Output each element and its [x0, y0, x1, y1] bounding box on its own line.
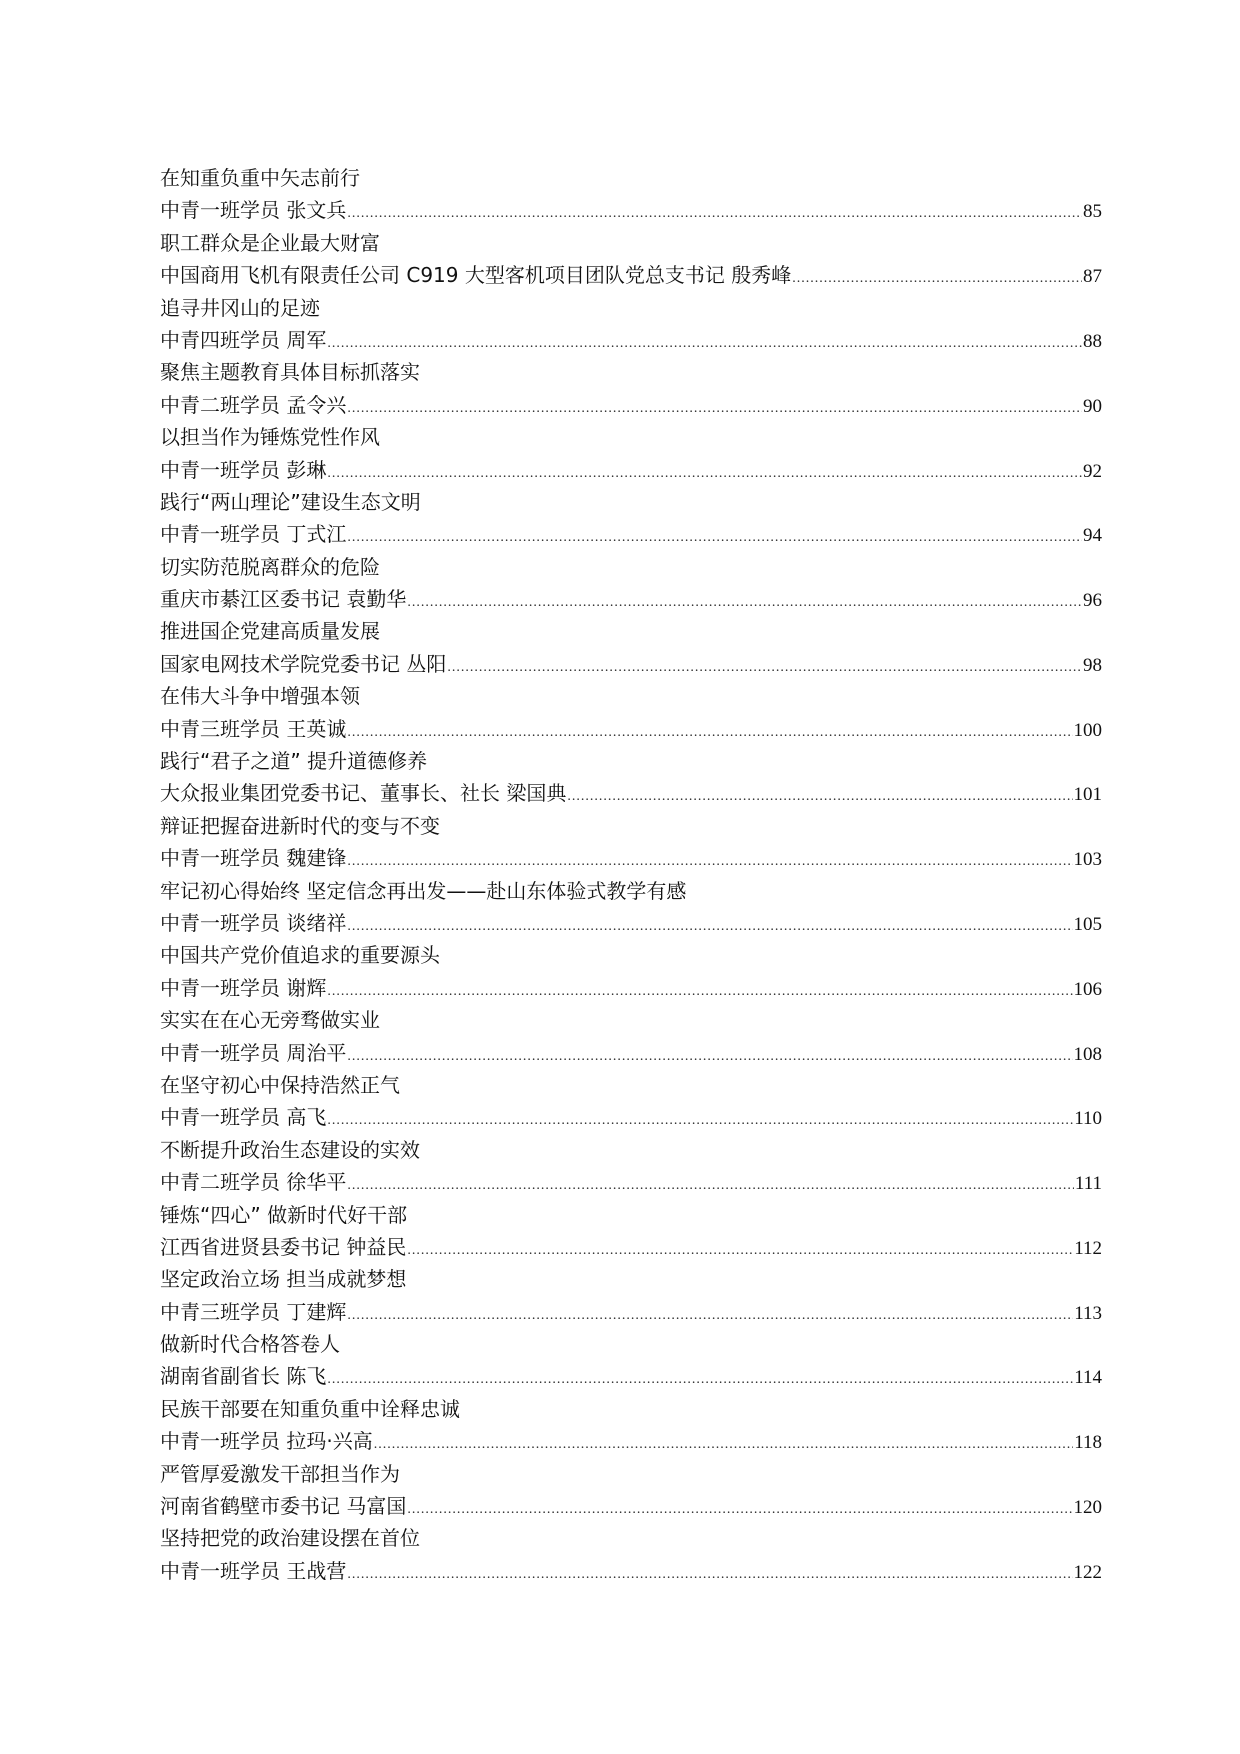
- toc-entry-page-number: 110: [1074, 1108, 1102, 1130]
- toc-entry-author: 中国商用飞机有限责任公司 C919 大型客机项目团队党总支书记 殷秀峰: [160, 263, 792, 288]
- toc-entry-author-line: [160, 259, 1102, 291]
- toc-entry[interactable]: [160, 1263, 1102, 1328]
- toc-entry-author: 中青一班学员 丁式江: [160, 522, 347, 547]
- toc-entry-author: 大众报业集团党委书记、董事长、社长 梁国典: [160, 781, 567, 806]
- toc-entry-title: 切实防范脱离群众的危险: [160, 554, 380, 579]
- dot-leader: [347, 911, 1072, 943]
- dot-leader: [327, 976, 1072, 1008]
- toc-entry-title: 践行“两山理论”建设生态文明: [160, 489, 421, 514]
- toc-entry[interactable]: [160, 615, 1102, 680]
- toc-entry-title: 推进国企党建高质量发展: [160, 619, 380, 644]
- toc-entry[interactable]: [160, 356, 1102, 421]
- dot-leader: [347, 846, 1072, 878]
- toc-entry-author-line: [160, 324, 1102, 356]
- toc-entry[interactable]: [160, 1328, 1102, 1393]
- toc-entry-author: 江西省进贤县委书记 钟益民: [160, 1234, 407, 1259]
- toc-entry-page-number: 113: [1074, 1302, 1102, 1324]
- toc-entry[interactable]: [160, 939, 1102, 1004]
- dot-leader: [374, 1429, 1073, 1461]
- toc-entry-page-number: 88: [1083, 330, 1102, 352]
- toc-entry-page-number: 118: [1074, 1432, 1102, 1454]
- toc-entry-page-number: 112: [1074, 1237, 1102, 1259]
- dot-leader: [347, 522, 1082, 554]
- toc-entry-title: 践行“君子之道” 提升道德修养: [160, 749, 428, 774]
- toc-entry-author: 中青二班学员 徐华平: [160, 1170, 347, 1195]
- toc-entry-title: 牢记初心得始终 坚定信念再出发——赴山东体验式教学有感: [160, 878, 687, 903]
- toc-entry-author: 重庆市綦江区委书记 袁勤华: [160, 587, 407, 612]
- toc-entry-title: 民族干部要在知重负重中诠释忠诚: [160, 1396, 460, 1421]
- toc-entry-page-number: 101: [1073, 784, 1102, 806]
- dot-leader: [407, 1235, 1073, 1267]
- toc-entry-page-number: 105: [1073, 913, 1102, 935]
- dot-leader: [347, 1041, 1072, 1073]
- dot-leader: [407, 1494, 1072, 1526]
- toc-entry-title: 严管厚爱激发干部担当作为: [160, 1461, 400, 1486]
- toc-entry[interactable]: [160, 1458, 1102, 1523]
- toc-entry-author-line: [160, 583, 1102, 615]
- toc-entry-author: 中青三班学员 丁建辉: [160, 1299, 347, 1324]
- toc-entry-author-line: [160, 1166, 1102, 1198]
- toc-entry-author: 湖南省副省长 陈飞: [160, 1364, 327, 1389]
- toc-entry-title: 追寻井冈山的足迹: [160, 295, 320, 320]
- toc-entry-title: 在坚守初心中保持浩然正气: [160, 1072, 400, 1097]
- dot-leader: [347, 393, 1082, 425]
- toc-entry-title: 聚焦主题教育具体目标抓落实: [160, 360, 420, 385]
- toc-entry-author-line: [160, 1490, 1102, 1522]
- toc-entry-author-line: [160, 713, 1102, 745]
- toc-entry-page-number: 106: [1073, 978, 1102, 1000]
- toc-entry-title: 锤炼“四心” 做新时代好干部: [160, 1202, 408, 1227]
- toc-entry-title: 坚定政治立场 担当成就梦想: [160, 1267, 407, 1292]
- toc-entry[interactable]: [160, 1069, 1102, 1134]
- toc-entry-author-line: [160, 777, 1102, 809]
- dot-leader: [347, 717, 1072, 749]
- dot-leader: [327, 1364, 1073, 1396]
- toc-entry[interactable]: [160, 162, 1102, 227]
- toc-entry[interactable]: [160, 680, 1102, 745]
- toc-entry-page-number: 103: [1073, 849, 1102, 871]
- toc-entry-title: 不断提升政治生态建设的实效: [160, 1137, 420, 1162]
- toc-entry-author: 中青一班学员 彭琳: [160, 457, 327, 482]
- toc-entry-page-number: 100: [1073, 719, 1102, 741]
- toc-entry-page-number: 87: [1083, 266, 1102, 288]
- toc-entry-title: 在伟大斗争中增强本领: [160, 684, 360, 709]
- toc-entry-page-number: 90: [1083, 395, 1102, 417]
- toc-entry-author-line: [160, 518, 1102, 550]
- toc-entry-page-number: 120: [1073, 1497, 1102, 1519]
- dot-leader: [347, 1170, 1074, 1202]
- toc-entry-author-line: [160, 972, 1102, 1004]
- toc-entry-author: 中青一班学员 高飞: [160, 1105, 327, 1130]
- toc-entry-page-number: 98: [1083, 654, 1102, 676]
- toc-entry-page-number: 96: [1083, 590, 1102, 612]
- toc-entry-title: 在知重负重中矢志前行: [160, 166, 360, 190]
- toc-entry-author: 中青一班学员 魏建锋: [160, 846, 347, 871]
- toc-entry-author: 中青二班学员 孟令兴: [160, 392, 347, 417]
- toc-entry[interactable]: [160, 1134, 1102, 1199]
- toc-entry-author-line: [160, 1360, 1102, 1392]
- toc-entry-title: 辩证把握奋进新时代的变与不变: [160, 813, 440, 838]
- toc-entry-author-line: [160, 454, 1102, 486]
- dot-leader: [327, 1105, 1073, 1137]
- dot-leader: [567, 781, 1072, 813]
- toc-entry[interactable]: [160, 227, 1102, 292]
- toc-entry-page-number: 92: [1083, 460, 1102, 482]
- dot-leader: [792, 263, 1082, 295]
- toc-entry[interactable]: [160, 1393, 1102, 1458]
- toc-entry-author-line: [160, 389, 1102, 421]
- dot-leader: [327, 328, 1082, 360]
- dot-leader: [347, 1559, 1072, 1591]
- toc-entry-author: 中青一班学员 张文兵: [160, 198, 347, 223]
- toc-entry-title: 实实在在心无旁骛做实业: [160, 1008, 380, 1033]
- toc-entry[interactable]: [160, 1522, 1102, 1587]
- toc-entry-author-line: [160, 1296, 1102, 1328]
- toc-entry-author-line: [160, 1425, 1102, 1457]
- toc-entry[interactable]: [160, 745, 1102, 810]
- toc-entry-author-line: [160, 842, 1102, 874]
- toc-entry-title: 坚持把党的政治建设摆在首位: [160, 1526, 420, 1551]
- toc-entry-author-line: [160, 648, 1102, 680]
- toc-entry-page-number: 122: [1073, 1561, 1102, 1583]
- toc-entry-author-line: [160, 194, 1102, 226]
- toc-entry-author: 中青四班学员 周军: [160, 327, 327, 352]
- toc-entry-page-number: 111: [1074, 1173, 1102, 1195]
- toc-entry-page-number: 85: [1083, 201, 1102, 223]
- toc-entry-page-number: 108: [1073, 1043, 1102, 1065]
- toc-entry-author-line: [160, 1037, 1102, 1069]
- dot-leader: [447, 652, 1082, 684]
- toc-entry-author-line: [160, 1231, 1102, 1263]
- toc-entry-author: 河南省鹤壁市委书记 马富国: [160, 1494, 407, 1519]
- toc-entry-author: 国家电网技术学院党委书记 丛阳: [160, 651, 447, 676]
- toc-entry-title: 职工群众是企业最大财富: [160, 230, 380, 255]
- toc-entry-title: 以担当作为锤炼党性作风: [160, 425, 380, 450]
- dot-leader: [327, 458, 1082, 490]
- dot-leader: [347, 1300, 1073, 1332]
- toc-entry-page-number: 94: [1083, 525, 1102, 547]
- toc-entry-author-line: [160, 1101, 1102, 1133]
- toc-entry[interactable]: [160, 1199, 1102, 1264]
- toc-entry-title: 中国共产党价值追求的重要源头: [160, 943, 440, 968]
- dot-leader: [407, 587, 1082, 619]
- toc-entry-author: 中青一班学员 拉玛·兴高: [160, 1429, 373, 1454]
- toc-entry-author-line: [160, 1555, 1102, 1587]
- toc-entry-author: 中青三班学员 王英诚: [160, 716, 347, 741]
- toc-entry[interactable]: [160, 551, 1102, 616]
- toc-entry[interactable]: [160, 875, 1102, 940]
- toc-entry-author: 中青一班学员 周治平: [160, 1040, 347, 1065]
- toc-entry-author: 中青一班学员 王战营: [160, 1558, 347, 1583]
- table-of-contents: [160, 162, 1102, 1587]
- toc-entry-page-number: 114: [1074, 1367, 1102, 1389]
- toc-entry-title: 做新时代合格答卷人: [160, 1332, 340, 1357]
- toc-entry[interactable]: [160, 1004, 1102, 1069]
- dot-leader: [347, 198, 1082, 230]
- toc-entry[interactable]: [160, 486, 1102, 551]
- toc-entry[interactable]: [160, 810, 1102, 875]
- toc-entry-author: 中青一班学员 谢辉: [160, 975, 327, 1000]
- toc-entry-author: 中青一班学员 谈绪祥: [160, 910, 347, 935]
- toc-entry[interactable]: [160, 421, 1102, 486]
- toc-entry-author-line: [160, 907, 1102, 939]
- toc-entry[interactable]: [160, 292, 1102, 357]
